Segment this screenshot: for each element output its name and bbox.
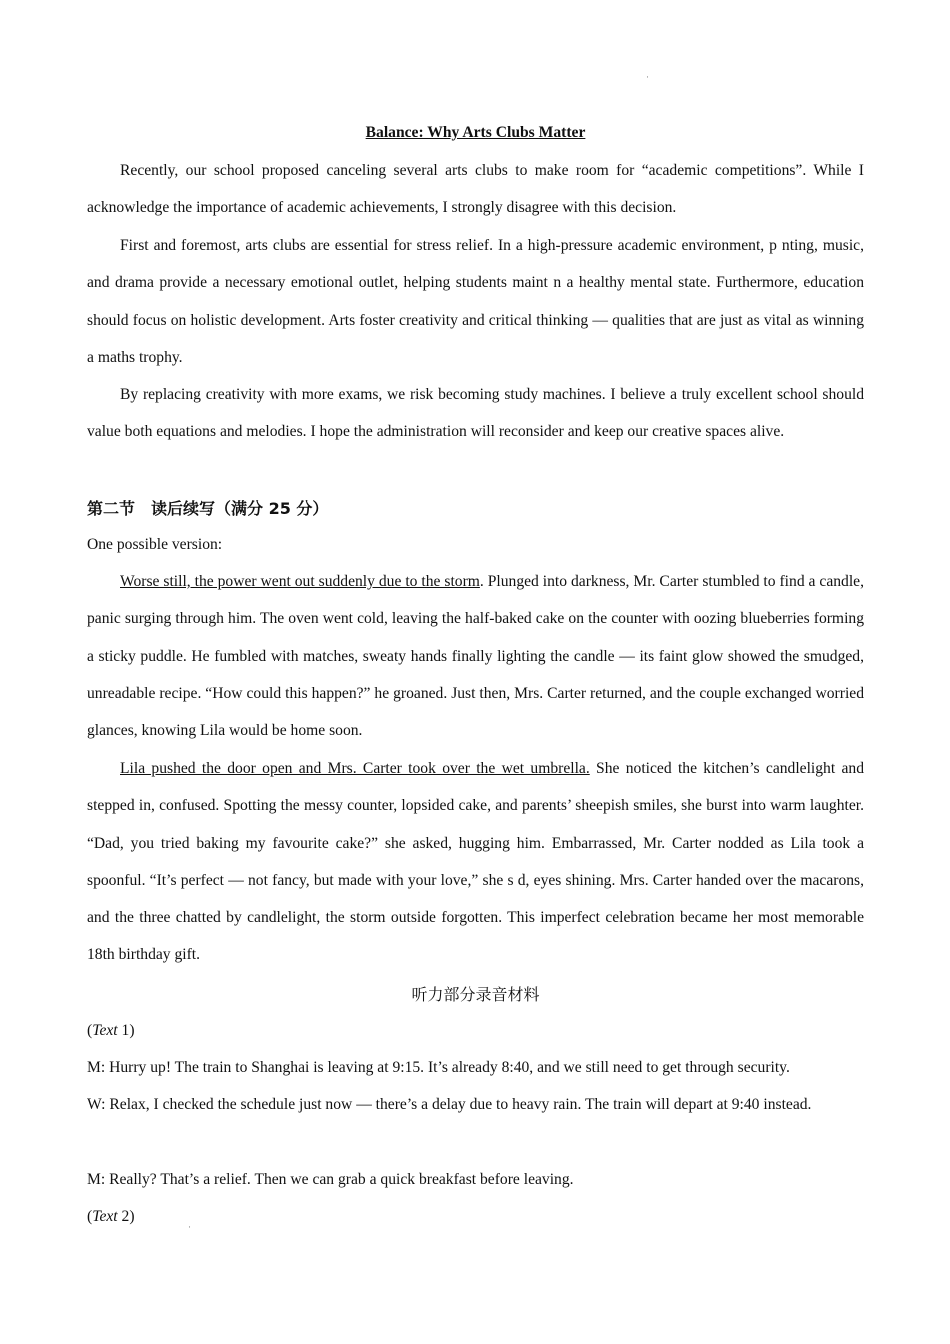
text-2-label: (Text 2)	[87, 1208, 135, 1225]
dialogue-line-2: W: Relax, I checked the schedule just now — there’s a delay due to heavy rain. The train will depart at 9:40 instead.	[87, 1096, 812, 1113]
continuation-body-2: She noticed the kitchen’s candlelight and stepped in, confused. Spotting the messy counter, lopsided cake, and parents’ sheepish smiles, she burst into warm laughter. “Dad, you tried baking my favourite cake?” she asked, hugging him. Embarrassed, Mr. Carter nodded as Lila took a spoonful. “It’s perfect — not fancy, but made with your love,” she s d, eyes shining. Mrs. Carter handed over the macarons, and the three chatted by candlelight, the storm outside forgotten. This imperfect celebration became her most memorable 18th birthday gift.	[87, 760, 865, 964]
page-marker-top: ·	[646, 72, 649, 82]
essay-paragraph-3: By replacing creativity with more exams, we risk becoming study machines. I believe a truly excellent school should value both equations and melodies. I hope the administration will reconsider and keep our creative spaces alive.	[87, 386, 864, 441]
dialogue-line-1: M: Hurry up! The train to Shanghai is leaving at 9:15. It’s already 8:40, and we still need to get through security.	[87, 1059, 790, 1076]
listening-heading: 听力部分录音材料	[411, 985, 540, 1004]
page-marker-bottom: ·	[188, 1222, 191, 1232]
essay-title: Balance: Why Arts Clubs Matter	[365, 124, 586, 141]
continuation-opening-sentence-2: Lila pushed the door open and Mrs. Carter took over the wet umbrella.	[120, 760, 590, 777]
section-heading: 第二节 读后续写（满分 25 分）	[87, 499, 329, 518]
text-1-label: (Text 1)	[87, 1022, 135, 1039]
essay-paragraph-2: First and foremost, arts clubs are essential for stress relief. In a high-pressure academic environment, p nting, music, and drama provide a necessary emotional outlet, helping students maint n a healthy mental state. Furthermore, education should focus on holistic development. Arts foster creativity and critical thinking — qualities that are just as vital as winning a maths trophy.	[87, 237, 864, 366]
continuation-paragraph-2	[87, 750, 864, 974]
continuation-paragraph-1	[87, 563, 864, 749]
dialogue-line-3: M: Really? That’s a relief. Then we can grab a quick breakfast before leaving.	[87, 1171, 574, 1188]
continuation-opening-sentence-1: Worse still, the power went out suddenly due to the storm	[120, 573, 480, 590]
essay-paragraph-1: Recently, our school proposed canceling several arts clubs to make room for “academic competitions”. While I acknowledge the importance of academic achievements, I strongly disagree with this decision.	[87, 162, 864, 217]
section-intro: One possible version:	[87, 536, 223, 553]
continuation-body-1: . Plunged into darkness, Mr. Carter stumbled to find a candle, panic surging through him. The oven went cold, leaving the half-baked cake on the counter with oozing blueberries forming a sticky puddle. He fumbled with matches, sweaty hands finally lighting the candle — its faint glow showed the smudged, unreadable recipe. “How could this happen?” he groaned. Just then, Mrs. Carter returned, and the couple exchanged worried glances, knowing Lila would be home soon.	[87, 573, 864, 740]
